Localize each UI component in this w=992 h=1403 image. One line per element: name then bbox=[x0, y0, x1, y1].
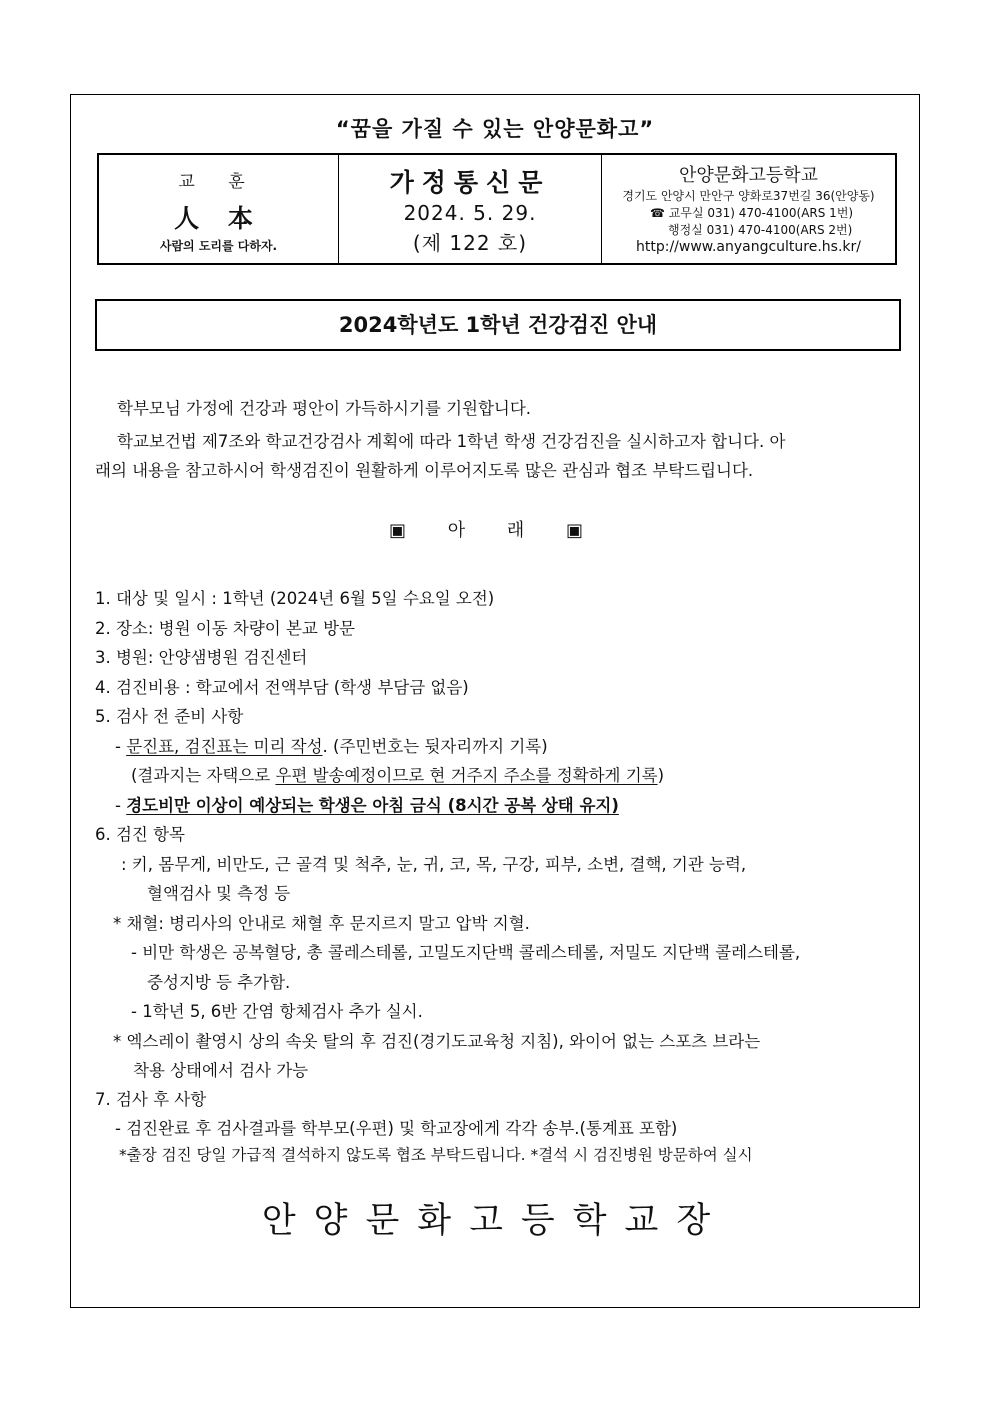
item-6-hepatitis: - 1학년 5, 6반 간염 항체검사 추가 실시. bbox=[131, 1002, 423, 1021]
item-5-result-mail-emphasis: 우편 발송예정이므로 현 거주지 주소를 정확하게 기록 bbox=[275, 766, 658, 785]
school-contact-cell bbox=[602, 155, 895, 263]
item-6-list-line-1: : 키, 몸무게, 비만도, 근 골격 및 척추, 눈, 귀, 코, 목, 구강, 피부, 소변, 결핵, 기관 능력, bbox=[121, 855, 747, 874]
school-motto-banner: “꿈을 가질 수 있는 안양문화고” bbox=[335, 117, 655, 141]
school-motto-label: 교 훈 bbox=[178, 172, 259, 192]
item-3-hospital: 3. 병원: 안양샘병원 검진센터 bbox=[95, 648, 308, 667]
intro-line-2: 학교보건법 제7조와 학교건강검사 계획에 따라 1학년 학생 건강검진을 실시하고자 합니다. 아 bbox=[117, 432, 786, 451]
item-5-preparation: 5. 검사 전 준비 사항 bbox=[95, 707, 244, 726]
principal-signature: 안양문화고등학교장 bbox=[261, 1201, 729, 1241]
item-7-after-exam: 7. 검사 후 사항 bbox=[95, 1090, 207, 1109]
school-address: 경기도 안양시 만안구 양화로37번길 36(안양동) bbox=[622, 189, 875, 203]
newsletter-header-table bbox=[97, 153, 897, 265]
item-5-fasting bbox=[115, 792, 619, 816]
item-7-note: *출장 검진 당일 가급적 결석하지 않도록 협조 부탁드립니다. *결석 시 검진병원 방문하여 실시 bbox=[119, 1146, 753, 1164]
item-6-xray-line-1: * 엑스레이 촬영시 상의 속옷 탈의 후 검진(경기도교육청 지침), 와이어 없는 스포츠 브라는 bbox=[113, 1032, 761, 1051]
item-7-results: - 검진완료 후 검사결과를 학부모(우편) 및 학교장에게 각각 송부.(통계표 포함) bbox=[115, 1119, 678, 1138]
school-website-link[interactable]: http://www.anyangculture.hs.kr/ bbox=[635, 239, 861, 255]
item-4-cost: 4. 검진비용 : 학교에서 전액부담 (학생 부담금 없음) bbox=[95, 678, 469, 697]
document-frame bbox=[70, 94, 920, 1308]
item-5-result-mail bbox=[131, 762, 664, 786]
school-motto-cell bbox=[99, 155, 339, 263]
item-6-obese-line-2: 중성지방 등 추가함. bbox=[147, 973, 291, 992]
intro-line-3: 래의 내용을 참고하시어 학생검진이 원활하게 이루어지도록 많은 관심과 협조 부탁드립니다. bbox=[95, 461, 754, 480]
item-6-xray-line-2: 착용 상태에서 검사 가능 bbox=[133, 1061, 309, 1080]
newsletter-issue: (제 122 호) bbox=[412, 231, 528, 255]
item-6-exam-items: 6. 검진 항목 bbox=[95, 825, 185, 844]
item-5-questionnaire bbox=[115, 733, 548, 757]
newsletter-info-cell bbox=[339, 155, 602, 263]
intro-line-1: 학부모님 가정에 건강과 평안이 가득하시기를 기원합니다. bbox=[117, 399, 532, 418]
school-motto-text: 人 本 bbox=[174, 204, 263, 233]
item-1-target-date: 1. 대상 및 일시 : 1학년 (2024년 6월 5일 수요일 오전) bbox=[95, 589, 495, 608]
newsletter-title: 가정통신문 bbox=[389, 168, 551, 197]
item-5-result-mail-prefix: (결과지는 자택으로 bbox=[131, 766, 276, 785]
newsletter-date: 2024. 5. 29. bbox=[403, 201, 537, 225]
item-5-fasting-emphasis: 경도비만 이상이 예상되는 학생은 아침 금식 (8시간 공복 상태 유지) bbox=[126, 796, 619, 815]
item-5-result-mail-suffix: ) bbox=[657, 766, 665, 785]
school-tel-teachers: ☎ 교무실 031) 470-4100(ARS 1번) bbox=[650, 206, 854, 220]
school-name: 안양문화고등학교 bbox=[678, 165, 819, 186]
item-5-questionnaire-suffix: . (주민번호는 뒷자리까지 기록) bbox=[322, 737, 548, 756]
item-2-location: 2. 장소: 병원 이동 차량이 본교 방문 bbox=[95, 619, 355, 638]
school-tel-admin: 행정실 031) 470-4100(ARS 2번) bbox=[668, 223, 853, 237]
section-heading-arae: ▣ 아 래 ▣ bbox=[389, 520, 601, 541]
item-6-list-line-2: 혈액검사 및 측정 등 bbox=[147, 884, 291, 903]
item-6-obese-line-1: - 비만 학생은 공복혈당, 총 콜레스테롤, 고밀도지단백 콜레스테롤, 저밀도 지단백 콜레스테롤, bbox=[131, 943, 801, 962]
item-5-questionnaire-emphasis: 문진표, 검진표는 미리 작성 bbox=[126, 737, 323, 756]
document-title: 2024학년도 1학년 건강검진 안내 bbox=[95, 299, 901, 351]
school-motto-subtext: 사람의 도리를 다하자. bbox=[159, 239, 278, 253]
item-6-blood-draw: * 채혈: 병리사의 안내로 채혈 후 문지르지 말고 압박 지혈. bbox=[113, 914, 530, 933]
item-5-questionnaire-prefix: - bbox=[115, 737, 127, 756]
item-5-fasting-prefix: - bbox=[115, 796, 127, 815]
